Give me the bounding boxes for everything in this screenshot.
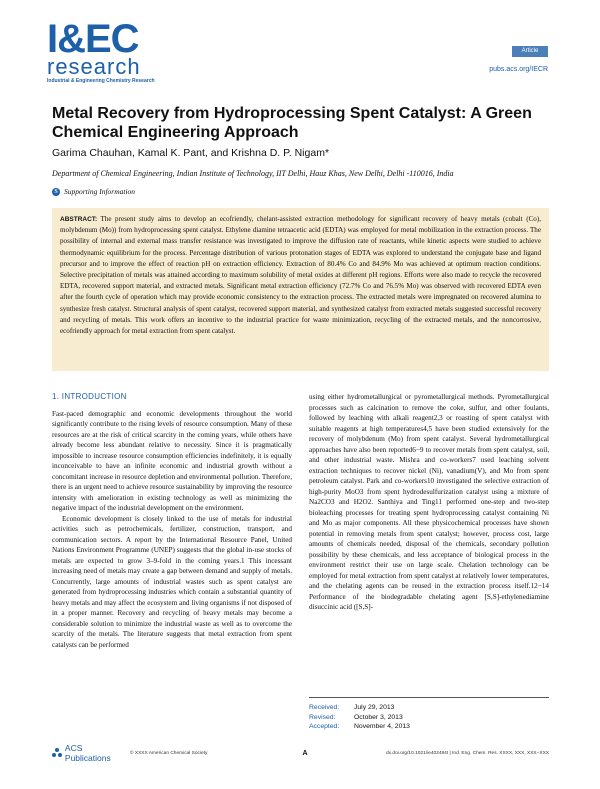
date-accepted: [309, 722, 549, 732]
section-heading: 1. INTRODUCTION: [52, 392, 127, 401]
journal-url-link[interactable]: pubs.acs.org/IECR: [489, 66, 548, 73]
right-column: [309, 392, 549, 613]
date-label: Accepted:: [309, 723, 340, 730]
logo-tagline: Industrial & Engineering Chemistry Research: [47, 78, 155, 84]
abstract-text: The present study aims to develop an ecofriendly, chelant-assisted extraction methodology for significant recovery of heavy metals (cobalt (Co), molybdenum (Mo)) from hydroprocessing spent catalyst. Ethylene diamine tetraacetic acid (EDTA) was employed for metal mobilization in the extraction process. The possibility of internal and external mass transfer resistance was investigated to improve the diffusion rate of reactants, while kinetic aspects were studied to achieve thermodynamic equilibrium for the process. Percentage distribution of various protonation stages of EDTA was explored to understand the conjugate base and ligand precursor and to improve the effect of reaction pH on extraction efficiency. Extraction of 80.4% Co and 84.9% Mo was achieved at optimum reaction conditions. Selective precipitation of metals was attained according to maximum solubility of metal oxides at different pH regions. Efforts were also made to recycle the recovered EDTA, recovered support material, and extracted metals. Significant metal extraction efficiency (72.7% Co and 76.5% Mo) was observed with recovered EDTA even after the fourth cycle of operation which may provide economic consistency to the extraction process. The extracted metals were impregnated on recovered alumina to synthesize fresh catalyst. Structural analysis of spent catalyst, recovered support material, and synthesized catalyst from extracted metals suggested successful recovery and recycling of metals. This work offers an incentive to the industrial practice for waste minimization, recycling of the extracted metals, and the noncorrosive, ecofriendly approach for metal extraction from spent catalyst.: [60, 215, 541, 336]
abstract-box: [52, 208, 549, 371]
publisher-name: ACS Publications: [64, 743, 111, 763]
supporting-info-icon: S: [52, 188, 60, 196]
abstract-label: ABSTRACT:: [60, 216, 98, 223]
body-paragraph: using either hydrometallurgical or pyrometallurgical methods. Pyrometallurgical processes such as calcination to remove the coke, sulfur, and other foulants, followed by leaching with alkali reagent2,3 or roasting of spent catalyst with suitable reagents at high temperatures4,5 have been studied extensively for the recovery of molybdenum (Mo) from spent catalyst. Several hydrometallurgical approaches have also been reported6−9 to recover metals from spent catalyst, soil, and other industrial waste. Mishra and co-workers7 used leaching solvent extraction techniques to recover nickel (Ni), vanadium(V), and Mo from spent petroleum catalyst. Park and co-workers10 investigated the selective extraction of high-purity MoO3 from spent hydrodesulfurization catalyst using a mixture of Na2CO3 and H2O2. Santhiya and Ting11 performed one-step and two-step bioleaching processes for treating spent hydroprocessing catalyst containing Ni and Mo as major components. All these physicochemical processes have shown potential in removing metals from spent catalyst; however, process cost, large amounts of chemicals needed, disposal of the chemicals, secondary pollution possibility by these chemicals, and less acceptance of biological process in the environment restrict their use on large scale. Chelation technology can be employed for metal extraction from spent catalyst at relatively lower temperatures, and the chelating agents can be reused in the extraction process itself.12−14 Performance of the biodegradable chelating agent [S,S]-ethylenediamine disuccinic acid ([S,S]-: [309, 393, 549, 611]
date-revised: [309, 713, 549, 723]
supporting-info-label: Supporting Information: [64, 187, 136, 196]
date-received: [309, 703, 549, 713]
logo-sub: research: [47, 54, 141, 79]
date-label: Revised:: [309, 713, 336, 721]
acs-mark-icon: [52, 748, 62, 758]
supporting-info-link[interactable]: [52, 187, 135, 196]
page-number: A: [302, 749, 308, 757]
logo-main: I&EC: [47, 17, 139, 61]
body-paragraph: Fast-paced demographic and economic developments throughout the world significantly contribute to the rising levels of resource consumption. Many of these resources are at the risk of critical scarcity in the coming years, while others have already become less abundant relative to necessity. Since it is pragmatically impossible to increase resource consumption efficiencies indefinitely, it is equally inconceivable to have an infinite economic and industrial growth without a concomitant increase in resource depletion and environmental pollution. Therefore, there is an urgent need to achieve resource sustainability by improving the resource intensity with amelioration in existing technology as well as minimizing the negative impact of the industrial development on the environment.: [52, 409, 292, 512]
journal-logo: [47, 19, 187, 84]
body-paragraph: Economic development is closely linked to the use of metals for industrial activities such as petrochemicals, fertilizer, construction, transport, and communication sectors. A report by the International Resource Panel, United Nations Environment Programme (UNEP) suggests that the global in-use stocks of metals are expected to grow 3–9-fold in the coming years.1 This incessant increasing need of metals may create a gap between demand and supply of metals. Concurrently, large amounts of industrial wastes such as spent catalyst are generated from hydroprocessing industries which contain a substantial quantity of heavy metals and may affect the ecosystem and living organisms if not disposed of in a proper manner. Recovery and recycling of heavy metals may become a considerable solution to minimize the industrial waste as well as to overcome the scarcity of the metals. The literature suggests that metal extraction from spent catalysts can be performed: [52, 514, 292, 649]
date-label: Received:: [309, 704, 340, 711]
article-title: Metal Recovery from Hydroprocessing Spent Catalyst: A Green Chemical Engineering Approach: [52, 105, 532, 141]
date-value: October 3, 2013: [354, 713, 403, 721]
copyright: © XXXX American Chemical Society: [130, 750, 208, 756]
publication-dates: [309, 697, 549, 732]
page-footer: [52, 743, 549, 763]
acs-publications-logo: [52, 743, 130, 763]
affiliation: Department of Chemical Engineering, Indian Institute of Technology, IIT Delhi, Hauz Khas, New Delhi, Delhi -110016, India: [52, 169, 454, 178]
article-type-badge: Article: [512, 46, 548, 57]
date-value: November 4, 2013: [354, 723, 410, 730]
doi-citation[interactable]: dx.doi.org/10.1021/ie402484t | Ind. Eng. Chem. Res. XXXX, XXX, XXX−XXX: [386, 750, 549, 756]
author-list: Garima Chauhan, Kamal K. Pant, and Krishna D. P. Nigam*: [52, 147, 330, 159]
left-column: [52, 392, 292, 650]
date-value: July 29, 2013: [354, 704, 395, 711]
